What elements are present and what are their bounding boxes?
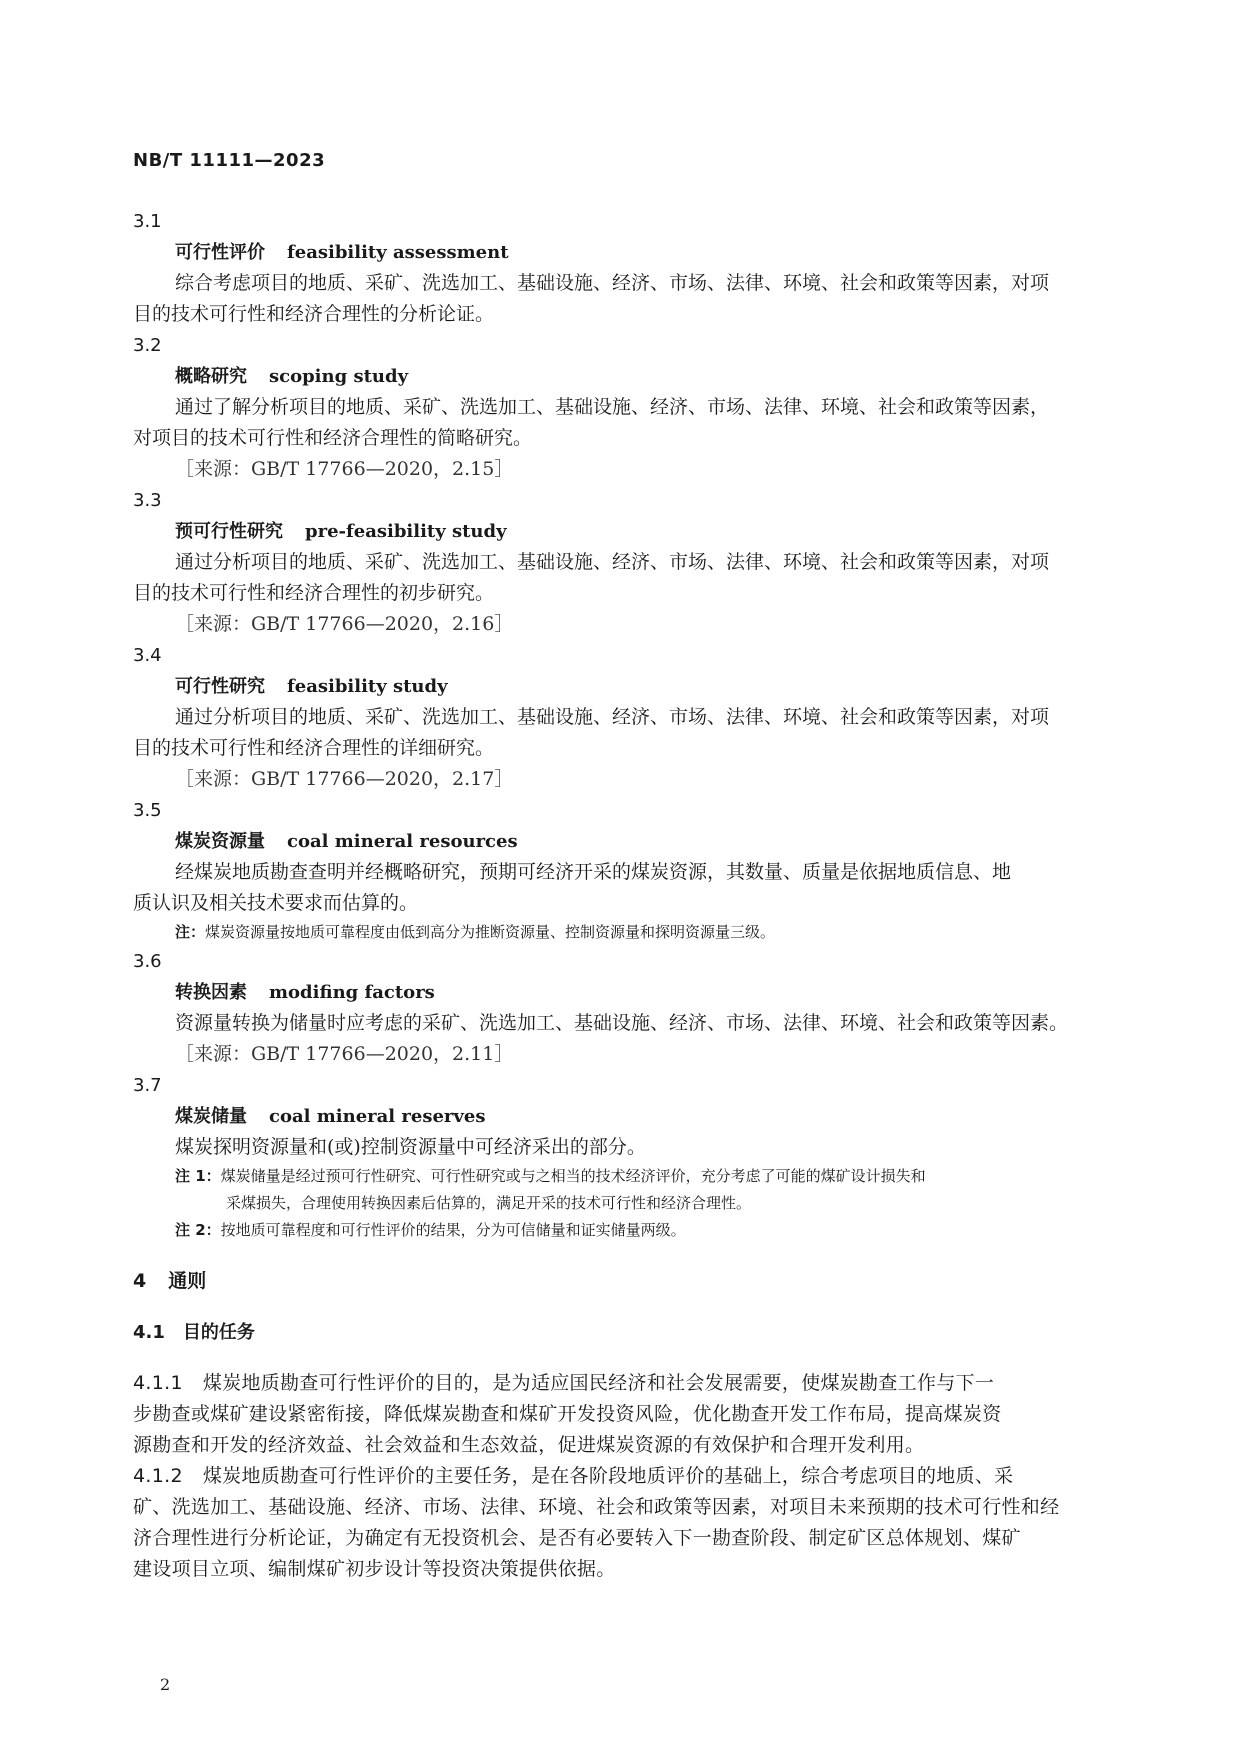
- term-number: 3.3: [133, 490, 162, 511]
- term-number: 3.5: [133, 800, 162, 821]
- chapter-number: 4: [133, 1270, 147, 1292]
- term-en: pre-feasibility study: [305, 521, 507, 542]
- clause-text: 煤炭地质勘查可行性评价的主要任务，是在各阶段地质评价的基础上，综合考虑项目的地质、采: [202, 1465, 1014, 1487]
- term-en: coal mineral resources: [287, 831, 518, 852]
- term-heading: [133, 977, 1099, 1008]
- term-number: 3.7: [133, 1075, 162, 1096]
- term-zh: 概略研究: [175, 366, 247, 387]
- term-heading: [133, 1101, 1099, 1132]
- clause-number: 4.1.2: [133, 1465, 183, 1487]
- term-heading: [133, 237, 1099, 268]
- term-definition-line: 综合考虑项目的地质、采矿、洗选加工、基础设施、经济、市场、法律、环境、社会和政策等因素，对项: [175, 272, 1050, 294]
- term-definition-line: 目的技术可行性和经济合理性的初步研究。: [133, 582, 495, 604]
- term-heading: [133, 671, 1099, 702]
- term-definition-line: 目的技术可行性和经济合理性的分析论证。: [133, 303, 495, 325]
- term-heading: [133, 361, 1099, 392]
- section-heading: [133, 1317, 1099, 1348]
- term-number: 3.6: [133, 951, 162, 972]
- term-definition-line: 通过分析项目的地质、采矿、洗选加工、基础设施、经济、市场、法律、环境、社会和政策等因素，对项: [175, 551, 1050, 573]
- term-en: coal mineral reserves: [269, 1106, 486, 1127]
- term-zh: 煤炭资源量: [175, 831, 265, 852]
- term-source: ［来源：GB/T 17766—2020，2.17］: [175, 768, 514, 790]
- clause-line: 建设项目立项、编制煤矿初步设计等投资决策提供依据。: [133, 1558, 616, 1580]
- term-en: scoping study: [269, 366, 409, 387]
- chapter-heading: [133, 1266, 1099, 1297]
- clause-line: [133, 1461, 1099, 1492]
- term-definition-line: 目的技术可行性和经济合理性的详细研究。: [133, 737, 495, 759]
- note-text-continued: 采煤损失，合理使用转换因素后估算的，满足开采的技术可行性和经济合理性。: [226, 1194, 752, 1212]
- term-definition-line: 资源量转换为储量时应考虑的采矿、洗选加工、基础设施、经济、市场、法律、环境、社会和政策等因素。: [175, 1012, 1069, 1034]
- term-definition-line: 通过了解分析项目的地质、采矿、洗选加工、基础设施、经济、市场、法律、环境、社会和政策等因素，: [175, 396, 1050, 418]
- term-note: [133, 1163, 1099, 1190]
- term-zh: 预可行性研究: [175, 521, 283, 542]
- term-heading: [133, 826, 1099, 857]
- term-definition-line: 对项目的技术可行性和经济合理性的简略研究。: [133, 427, 533, 449]
- term-zh: 可行性评价: [175, 242, 265, 263]
- note-label: 注：: [175, 923, 206, 941]
- clause-line: 源勘查和开发的经济效益、社会效益和生态效益，促进煤炭资源的有效保护和合理开发利用。: [133, 1434, 925, 1456]
- chapter-title: 通则: [168, 1270, 207, 1292]
- term-definition-line: 经煤炭地质勘查查明并经概略研究，预期可经济开采的煤炭资源，其数量、质量是依据地质信息、地: [175, 861, 1012, 883]
- term-number: 3.1: [133, 211, 162, 232]
- term-definition-line: 通过分析项目的地质、采矿、洗选加工、基础设施、经济、市场、法律、环境、社会和政策等因素，对项: [175, 706, 1050, 728]
- note-text: 煤炭资源量按地质可靠程度由低到高分为推断资源量、控制资源量和探明资源量三级。: [205, 923, 776, 941]
- term-en: modifing factors: [269, 982, 435, 1003]
- document-number: NB/T 11111—2023: [133, 150, 326, 171]
- term-heading: [133, 516, 1099, 547]
- clause-number: 4.1.1: [133, 1372, 183, 1394]
- term-zh: 煤炭储量: [175, 1106, 247, 1127]
- page-number: 2: [160, 1675, 171, 1694]
- term-source: ［来源：GB/T 17766—2020，2.11］: [175, 1043, 514, 1065]
- note-label: 注 2：: [175, 1221, 221, 1239]
- term-number: 3.2: [133, 335, 162, 356]
- note-text: 按地质可靠程度和可行性评价的结果，分为可信储量和证实储量两级。: [220, 1221, 686, 1239]
- clause-text: 煤炭地质勘查可行性评价的目的，是为适应国民经济和社会发展需要，使煤炭勘查工作与下一: [202, 1372, 995, 1394]
- term-en: feasibility study: [287, 676, 448, 697]
- term-note: [133, 1217, 1099, 1244]
- content-body: [133, 206, 1099, 1585]
- term-definition-line: 煤炭探明资源量和(或)控制资源量中可经济采出的部分。: [175, 1136, 646, 1158]
- term-number: 3.4: [133, 645, 162, 666]
- note-text: 煤炭储量是经过预可行性研究、可行性研究或与之相当的技术经济评价，充分考虑了可能的煤矿设计损失和: [220, 1167, 926, 1185]
- clause-line: 步勘查或煤矿建设紧密衔接，降低煤炭勘查和煤矿开发投资风险，优化勘查开发工作布局，提高煤炭资: [133, 1403, 1002, 1425]
- term-zh: 转换因素: [175, 982, 247, 1003]
- clause-line: 济合理性进行分析论证，为确定有无投资机会、是否有必要转入下一勘查阶段、制定矿区总体规划、煤矿: [133, 1527, 1021, 1549]
- section-number: 4.1: [133, 1322, 165, 1343]
- clause-line: [133, 1368, 1099, 1399]
- term-note: [133, 919, 1099, 946]
- term-zh: 可行性研究: [175, 676, 265, 697]
- term-en: feasibility assessment: [287, 242, 509, 263]
- term-source: ［来源：GB/T 17766—2020，2.15］: [175, 458, 514, 480]
- term-source: ［来源：GB/T 17766—2020，2.16］: [175, 613, 514, 635]
- note-label: 注 1：: [175, 1167, 221, 1185]
- clause-line: 矿、洗选加工、基础设施、经济、市场、法律、环境、社会和政策等因素，对项目未来预期的技术可行性和经: [133, 1496, 1060, 1518]
- section-title: 目的任务: [182, 1322, 255, 1343]
- term-definition-line: 质认识及相关技术要求而估算的。: [133, 892, 419, 914]
